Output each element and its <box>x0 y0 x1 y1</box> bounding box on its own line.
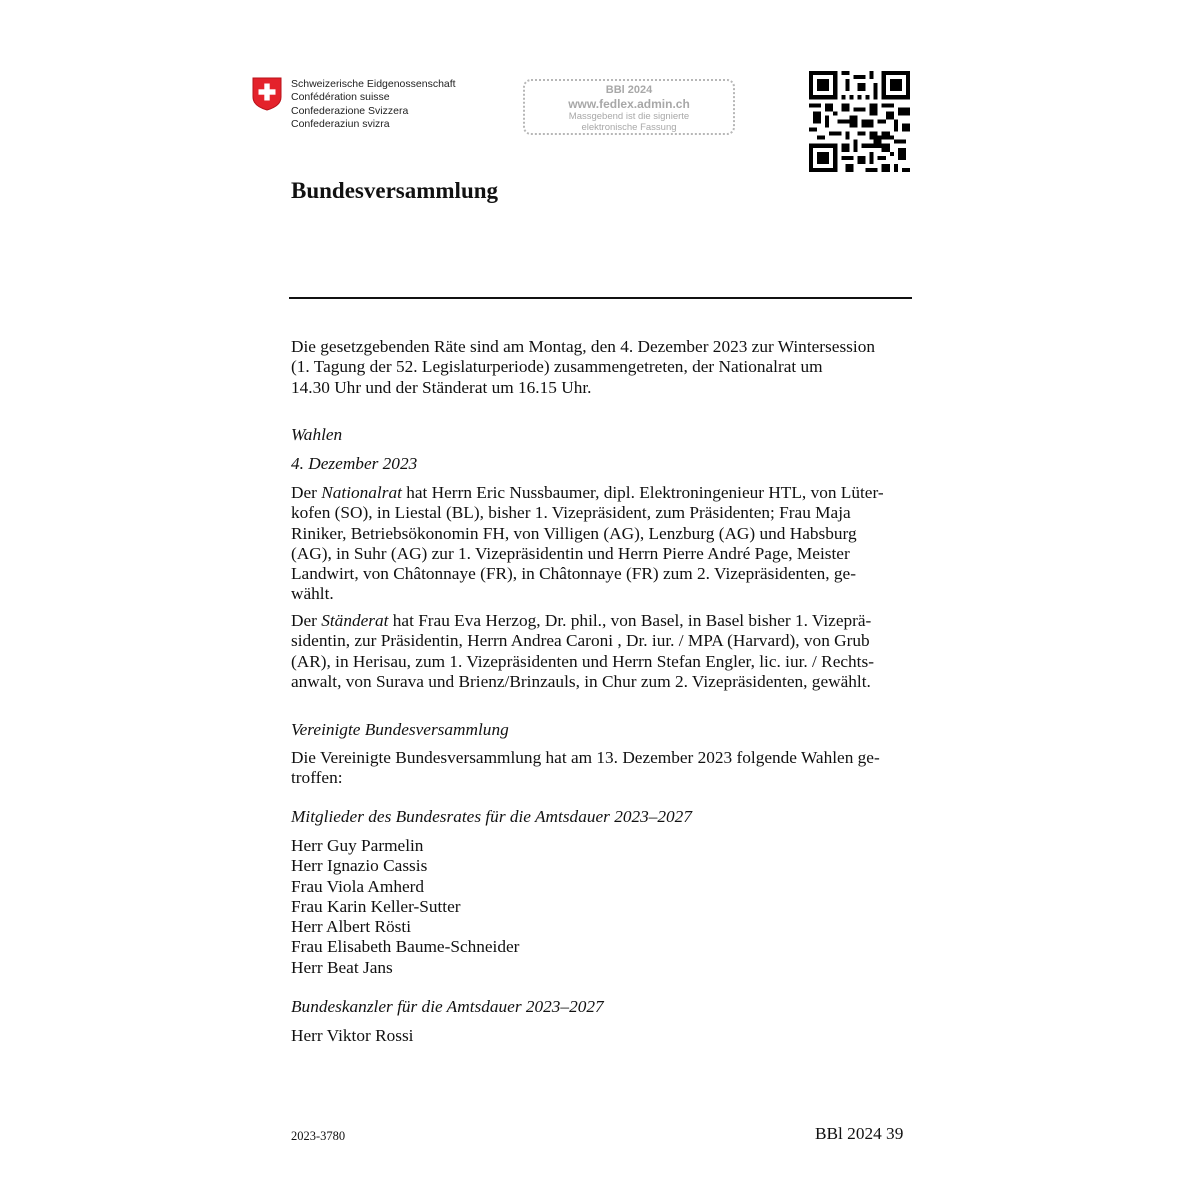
staenderat-label: Ständerat <box>321 611 389 630</box>
section-heading-bundesrat: Mitglieder des Bundesrates für die Amtsdauer 2023–2027 <box>291 807 692 826</box>
nationalrat-line-3: Riniker, Betriebsökonomin FH, von Villigen (AG), Lenzburg (AG) und Habsburg <box>291 523 857 543</box>
list-item: Herr Beat Jans <box>291 957 393 977</box>
list-item: Frau Viola Amherd <box>291 876 425 896</box>
section-heading-kanzler: Bundeskanzler für die Amtsdauer 2023–2027 <box>291 997 604 1016</box>
nationalrat-paragraph <box>291 483 909 605</box>
intro-line-3: 14.30 Uhr und der Ständerat um 16.15 Uhr. <box>291 377 592 397</box>
staenderat-line-3: (AR), in Herisau, zum 1. Vizepräsidenten und Herrn Stefan Engler, lic. iur. / Rechts- <box>291 651 874 671</box>
list-item: Frau Elisabeth Baume-Schneider <box>291 937 520 957</box>
nationalrat-line-1 <box>291 483 909 503</box>
date-heading: 4. Dezember 2023 <box>291 454 418 473</box>
section-heading-wahlen: Wahlen <box>291 425 343 444</box>
list-item: Frau Karin Keller-Sutter <box>291 896 461 916</box>
nationalrat-line-4: (AG), in Suhr (AG) zur 1. Vizepräsidentin und Herrn Pierre André Page, Meister <box>291 543 850 563</box>
nationalrat-line-2: kofen (SO), in Liestal (BL), bisher 1. Vizepräsident, zum Präsidenten; Frau Maja <box>291 503 851 523</box>
page-reference: BBl 2024 39 <box>815 1124 904 1143</box>
staenderat-line-2: sidentin, zur Präsidentin, Herrn Andrea Caroni , Dr. iur. / MPA (Harvard), von Grub <box>291 631 870 651</box>
confederation-rm: Confederaziun svizra <box>291 118 390 131</box>
intro-paragraph <box>291 337 909 398</box>
list-item: Herr Guy Parmelin <box>291 836 424 855</box>
kanzler-name: Herr Viktor Rossi <box>291 1026 414 1045</box>
intro-line-2: (1. Tagung der 52. Legislaturperiode) zusammengetreten, der Nationalrat um <box>291 357 823 377</box>
intro-line-1: Die gesetzgebenden Räte sind am Montag, den 4. Dezember 2023 zur Wintersession <box>291 337 875 356</box>
confederation-names <box>291 78 456 132</box>
paragraph-lead: Der <box>291 483 322 502</box>
staenderat-line-1 <box>291 611 909 631</box>
staenderat-line-4: anwalt, von Surava und Brienz/Brinzauls, in Chur zum 2. Vizepräsidenten, gewählt. <box>291 671 871 691</box>
stamp-line-2: www.fedlex.admin.ch <box>568 97 690 111</box>
bundesrat-member-list <box>291 836 909 978</box>
vereinigte-line-1: Die Vereinigte Bundesversammlung hat am 13. Dezember 2023 folgende Wahlen ge- <box>291 748 880 767</box>
section-heading-vereinigte: Vereinigte Bundesversammlung <box>291 720 509 739</box>
nationalrat-line-5: Landwirt, von Châtonnaye (FR), in Châtonnaye (FR) zum 2. Vizepräsidenten, ge- <box>291 564 856 584</box>
list-item: Herr Albert Rösti <box>291 917 411 937</box>
nationalrat-label: Nationalrat <box>321 483 402 502</box>
confederation-it: Confederazione Svizzera <box>291 104 409 117</box>
swiss-cross-icon <box>252 77 282 111</box>
title-divider <box>289 297 912 299</box>
vereinigte-paragraph <box>291 748 909 789</box>
paragraph-lead: Der <box>291 611 322 630</box>
nationalrat-line-1-rest: hat Herrn Eric Nussbaumer, dipl. Elektroningenieur HTL, von Lüter- <box>401 483 884 502</box>
confederation-de: Schweizerische Eidgenossenschaft <box>291 78 456 90</box>
document-number: 2023-3780 <box>291 1129 346 1143</box>
list-item: Herr Ignazio Cassis <box>291 856 428 876</box>
vereinigte-line-2: troffen: <box>291 768 343 788</box>
stamp-line-4: elektronische Fassung <box>581 122 677 133</box>
stamp-line-3: Massgebend ist die signierte <box>568 111 690 122</box>
stamp-line-1: BBl 2024 <box>605 84 653 96</box>
confederation-fr: Confédération suisse <box>291 91 390 104</box>
qr-code-icon <box>809 71 910 172</box>
staenderat-paragraph <box>291 611 909 692</box>
page-title: Bundesversammlung <box>291 178 499 203</box>
publication-stamp <box>523 79 735 135</box>
staenderat-line-1-rest: hat Frau Eva Herzog, Dr. phil., von Basel, in Basel bisher 1. Vizeprä- <box>388 611 872 630</box>
nationalrat-line-6: wählt. <box>291 584 334 604</box>
